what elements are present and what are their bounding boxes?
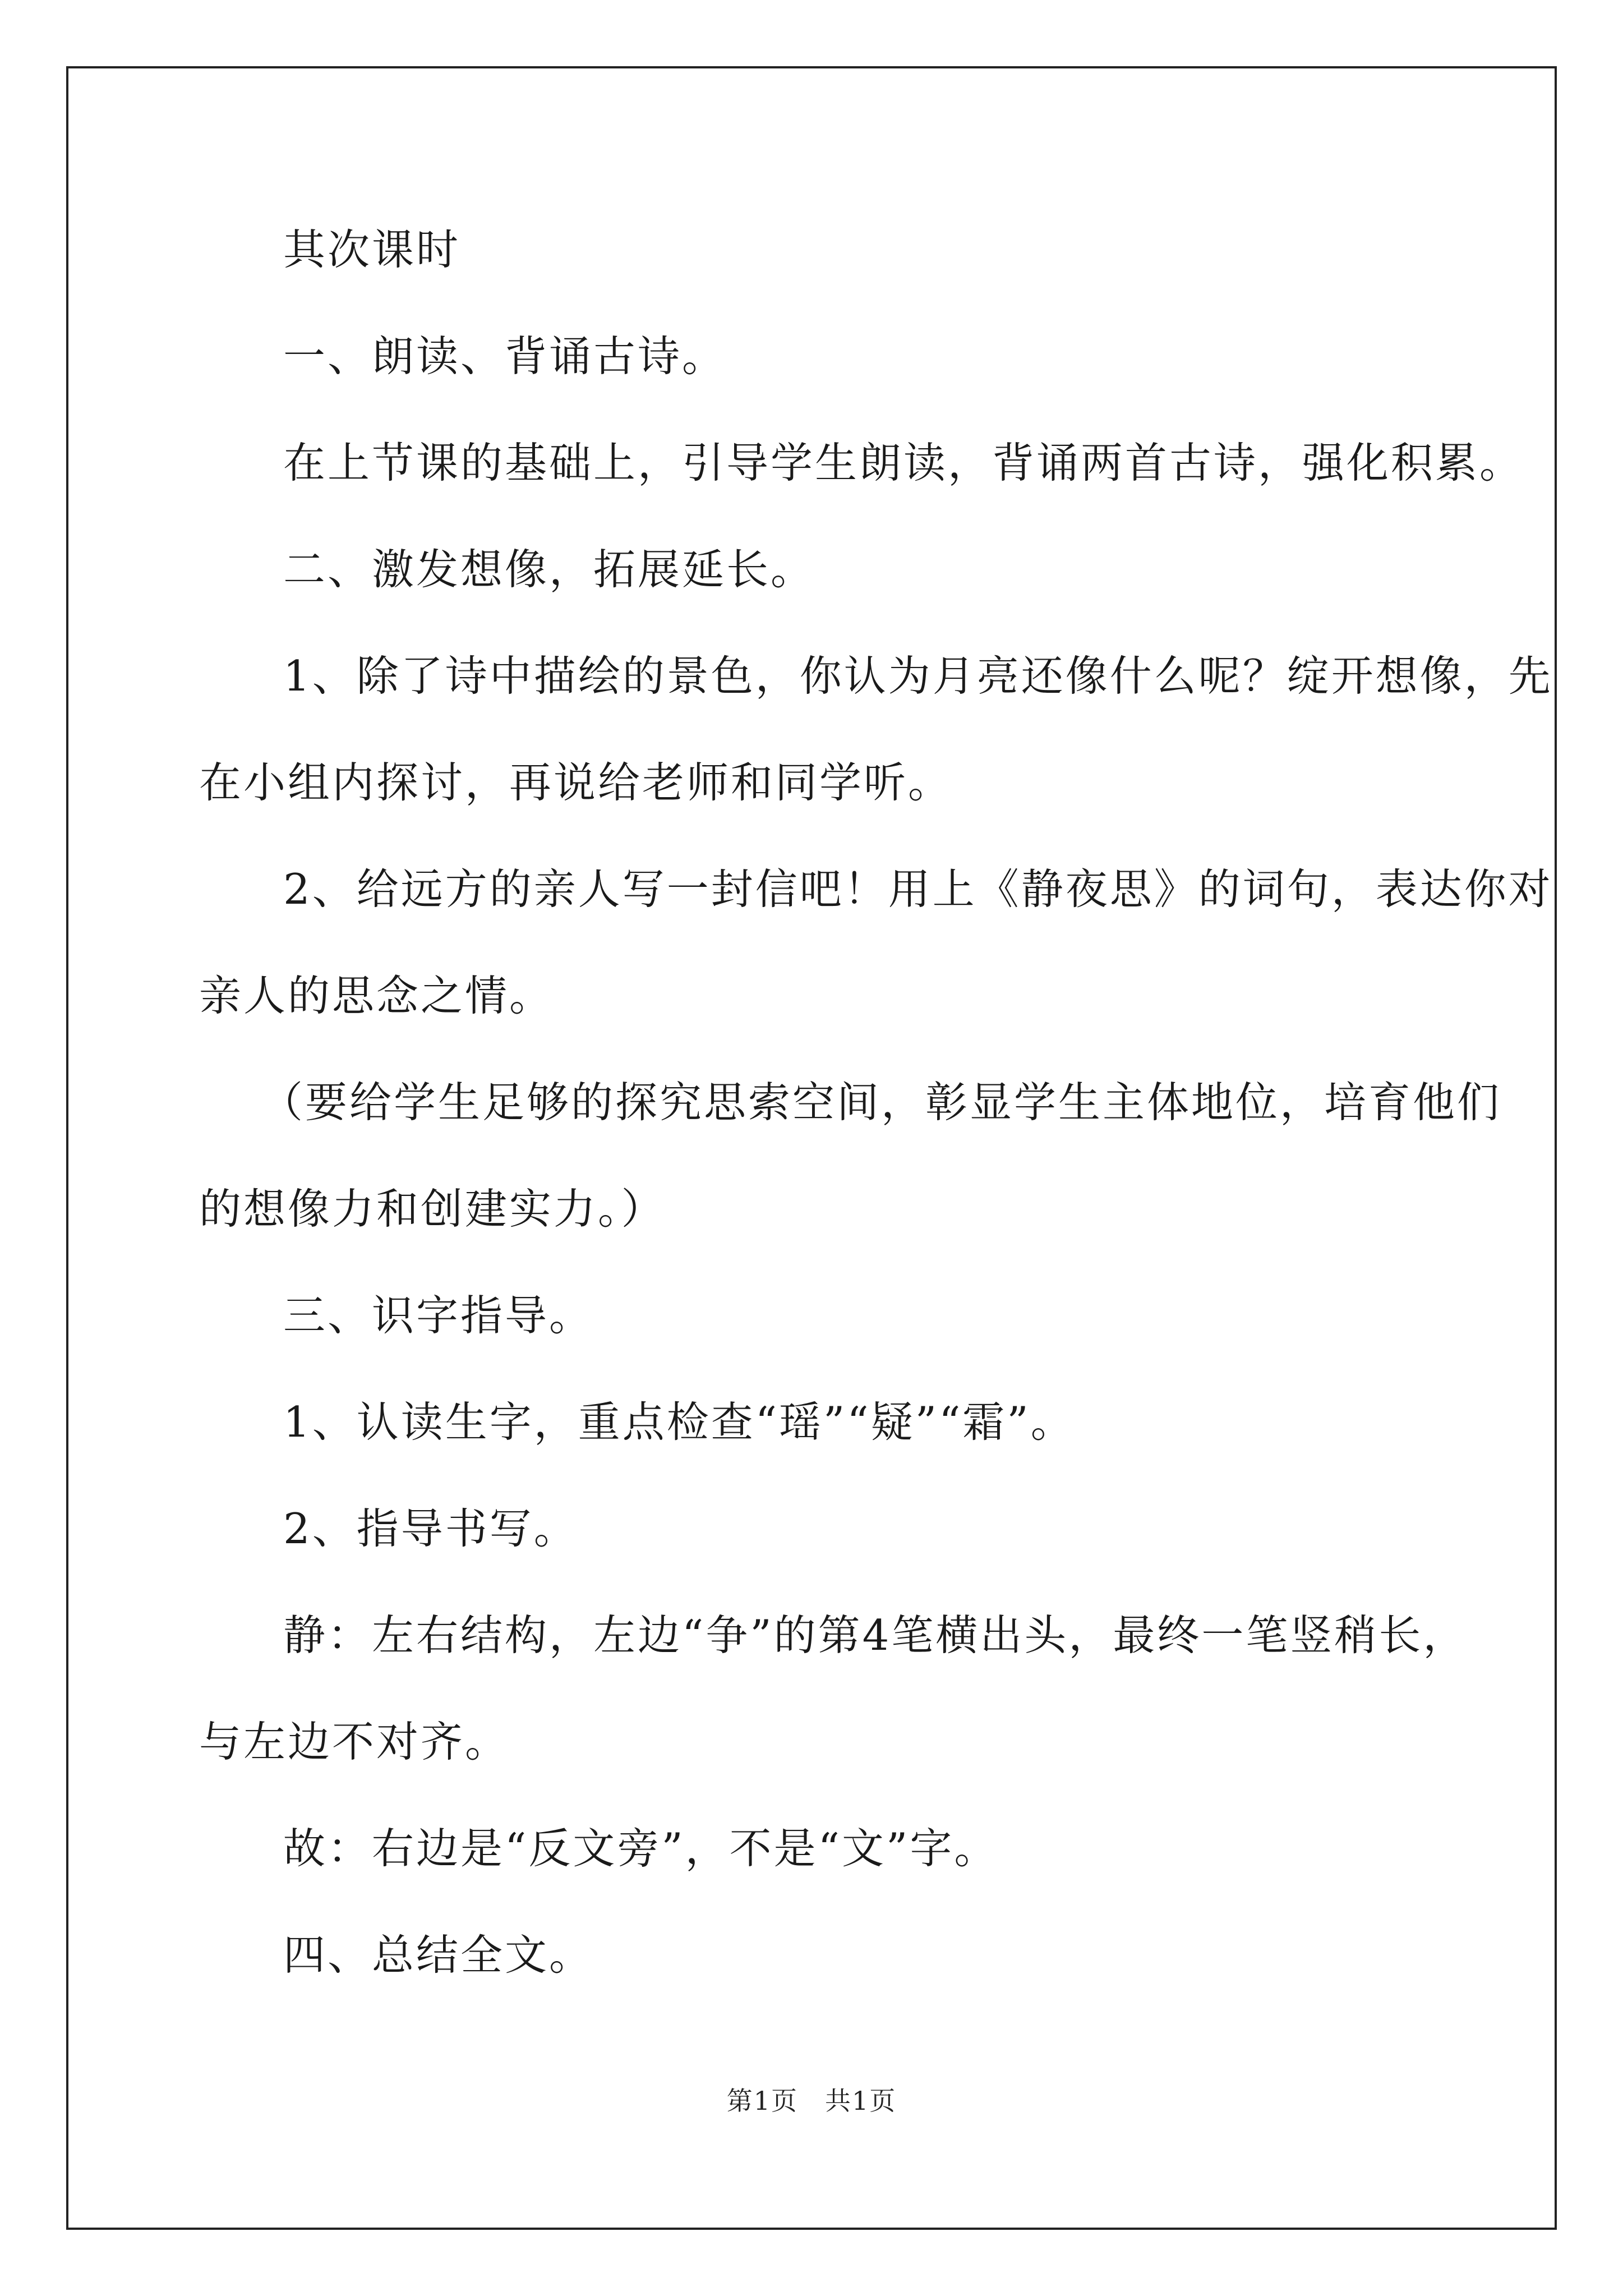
paragraph-line: 2、给远方的亲人写一封信吧！用上《静夜思》的词句，表达你对 xyxy=(283,864,1553,914)
paragraph-line: 与左边不对齐。 xyxy=(199,1717,510,1766)
heading-3: 三、识字指导。 xyxy=(283,1291,594,1340)
paragraph-line: 静：左右结构，左边“争”的第4笔横出头，最终一笔竖稍长， xyxy=(283,1611,1468,1660)
heading-4: 四、总结全文。 xyxy=(283,1930,594,1980)
paragraph-line: 1、除了诗中描绘的景色，你认为月亮还像什么呢？绽开想像，先 xyxy=(283,651,1553,701)
page-border xyxy=(66,66,1557,2230)
paragraph-line: 1、认读生字，重点检查“瑶”“疑”“霜”。 xyxy=(283,1397,1075,1447)
heading-2: 二、激发想像，拓展延长。 xyxy=(283,545,815,594)
paragraph: 在上节课的基础上，引导学生朗读，背诵两首古诗，强化积累。 xyxy=(283,438,1524,487)
paragraph-line: 的想像力和创建实力。） xyxy=(199,1184,666,1234)
paragraph-line: 故：右边是“反文旁”，不是“文”字。 xyxy=(283,1824,999,1873)
paragraph-line: （要给学生足够的探究思索空间，彰显学生主体地位，培育他们 xyxy=(261,1078,1502,1127)
paragraph-line: 亲人的思念之情。 xyxy=(199,971,554,1020)
paragraph-line: 在小组内探讨，再说给老师和同学听。 xyxy=(199,758,953,807)
section-title: 其次课时 xyxy=(283,225,461,274)
heading-1: 一、朗读、背诵古诗。 xyxy=(283,332,727,381)
paragraph-line: 2、指导书写。 xyxy=(283,1504,578,1553)
page-footer: 第1页 共1页 xyxy=(726,2086,897,2116)
